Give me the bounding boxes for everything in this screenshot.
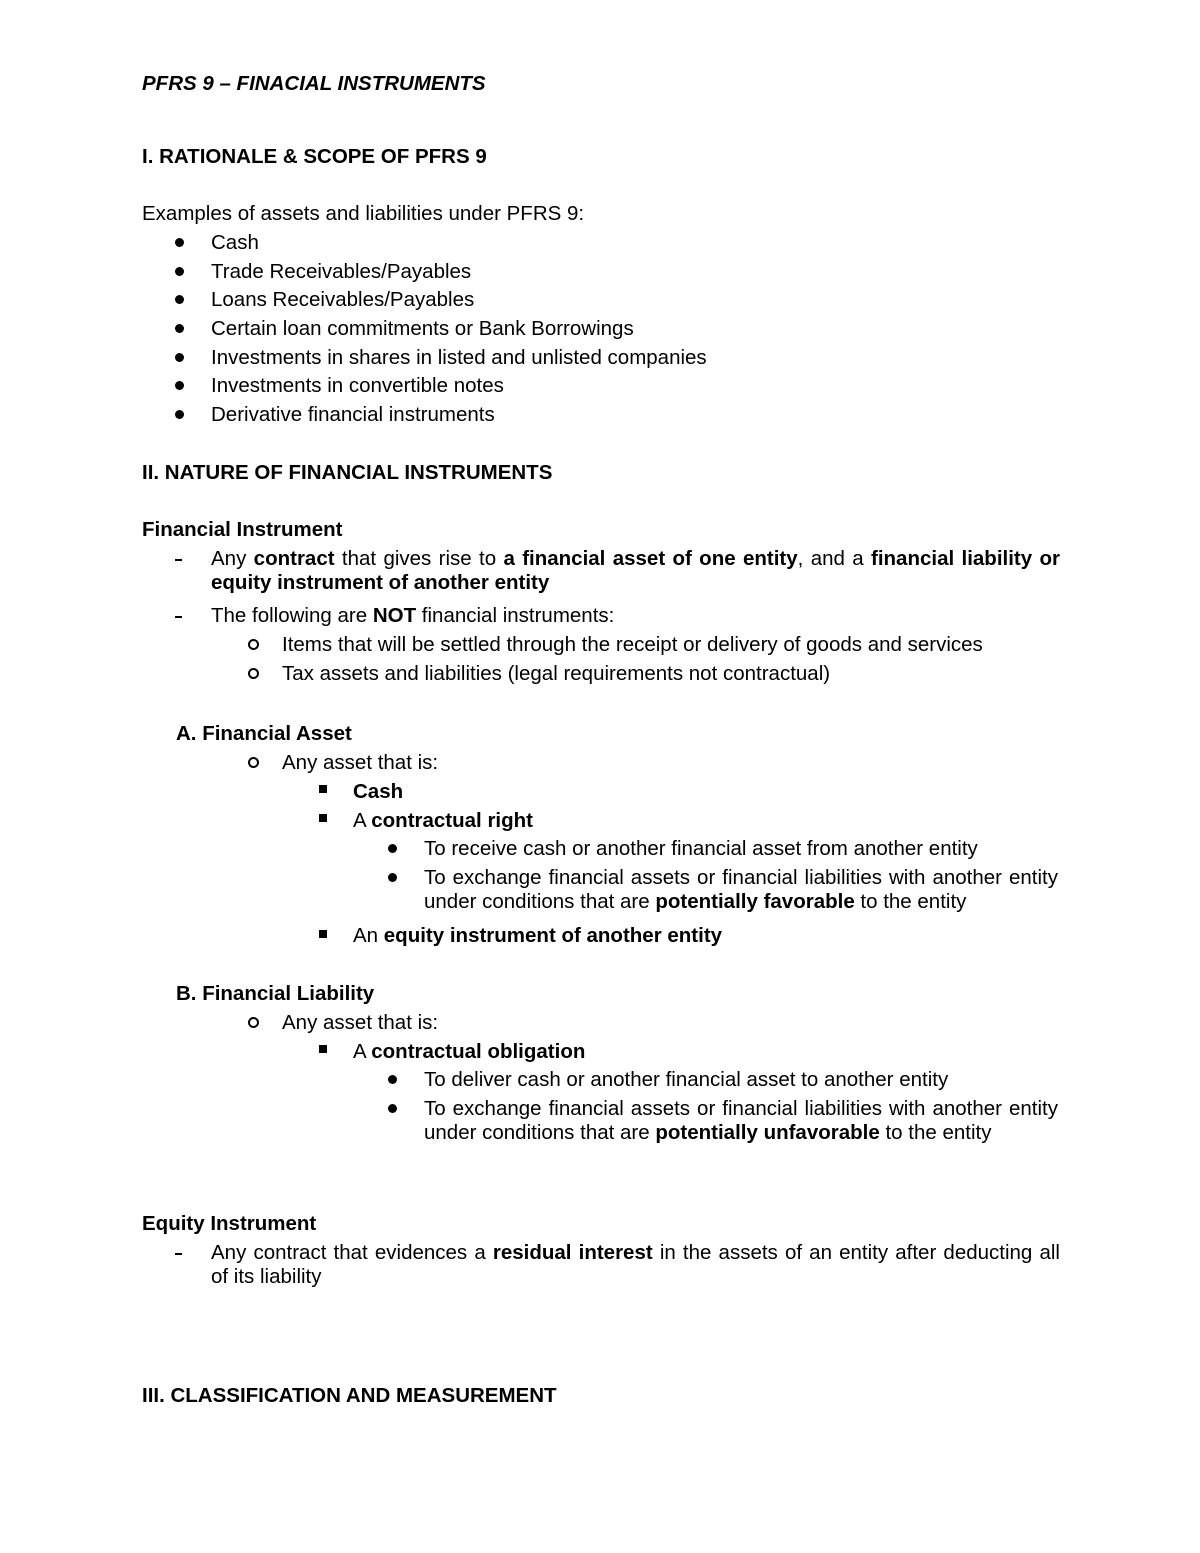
financial-liability-heading: B. Financial Liability xyxy=(176,982,375,1005)
examples-intro: Examples of assets and liabilities under PFRS 9: xyxy=(142,202,585,225)
list-item: Investments in convertible notes xyxy=(211,374,504,397)
dash-bullet-icon xyxy=(175,559,182,561)
section-heading-nature: II. NATURE OF FINANCIAL INSTRUMENTS xyxy=(142,461,553,484)
bullet-icon xyxy=(388,844,397,853)
list-item: To exchange financial assets or financial liabilities with another entity under conditions that are potentially unfavorable to the entity xyxy=(424,1097,1058,1144)
list-item: Cash xyxy=(353,780,404,803)
bullet-icon xyxy=(388,1075,397,1084)
circle-bullet-icon xyxy=(248,639,259,650)
square-bullet-icon xyxy=(319,1045,327,1053)
dash-bullet-icon xyxy=(175,616,182,618)
list-item: Tax assets and liabilities (legal requirements not contractual) xyxy=(282,662,831,685)
square-bullet-icon xyxy=(319,785,327,793)
bullet-icon xyxy=(175,381,184,390)
list-item: Certain loan commitments or Bank Borrowings xyxy=(211,317,634,340)
list-item: Items that will be settled through the receipt or delivery of goods and services xyxy=(282,633,983,656)
not-financial-instruments-note: The following are NOT financial instruments: xyxy=(211,604,615,627)
financial-instrument-definition: Any contract that gives rise to a financial asset of one entity, and a financial liability or equity instrument of another entity xyxy=(211,547,1060,594)
dash-bullet-icon xyxy=(175,1253,182,1255)
list-item: To receive cash or another financial asset from another entity xyxy=(424,837,978,860)
bullet-icon xyxy=(175,324,184,333)
circle-bullet-icon xyxy=(248,757,259,768)
square-bullet-icon xyxy=(319,930,327,938)
bullet-icon xyxy=(175,353,184,362)
equity-instrument-heading: Equity Instrument xyxy=(142,1212,317,1235)
list-item: A contractual right xyxy=(353,809,533,832)
section-heading-rationale: I. RATIONALE & SCOPE OF PFRS 9 xyxy=(142,145,487,168)
list-item: Loans Receivables/Payables xyxy=(211,288,475,311)
financial-liability-criteria: Any asset that is: xyxy=(282,1011,439,1034)
list-item: An equity instrument of another entity xyxy=(353,924,723,947)
list-item: To exchange financial assets or financial liabilities with another entity under conditions that are potentially favorable to the entity xyxy=(424,866,1058,913)
list-item: Derivative financial instruments xyxy=(211,403,495,426)
square-bullet-icon xyxy=(319,814,327,822)
list-item: Investments in shares in listed and unlisted companies xyxy=(211,346,707,369)
bullet-icon xyxy=(388,873,397,882)
bullet-icon xyxy=(175,410,184,419)
bullet-icon xyxy=(175,238,184,247)
list-item: Cash xyxy=(211,231,259,254)
bullet-icon xyxy=(388,1104,397,1113)
equity-instrument-definition: Any contract that evidences a residual interest in the assets of an entity after deducting all of its liability xyxy=(211,1241,1060,1288)
section-heading-classification: III. CLASSIFICATION AND MEASUREMENT xyxy=(142,1384,557,1407)
financial-asset-criteria: Any asset that is: xyxy=(282,751,439,774)
list-item: To deliver cash or another financial asset to another entity xyxy=(424,1068,949,1091)
financial-asset-heading: A. Financial Asset xyxy=(176,722,352,745)
circle-bullet-icon xyxy=(248,668,259,679)
list-item: Trade Receivables/Payables xyxy=(211,260,472,283)
page-title: PFRS 9 – FINACIAL INSTRUMENTS xyxy=(142,72,486,95)
bullet-icon xyxy=(175,267,184,276)
circle-bullet-icon xyxy=(248,1017,259,1028)
financial-instrument-heading: Financial Instrument xyxy=(142,518,343,541)
bullet-icon xyxy=(175,295,184,304)
list-item: A contractual obligation xyxy=(353,1040,586,1063)
